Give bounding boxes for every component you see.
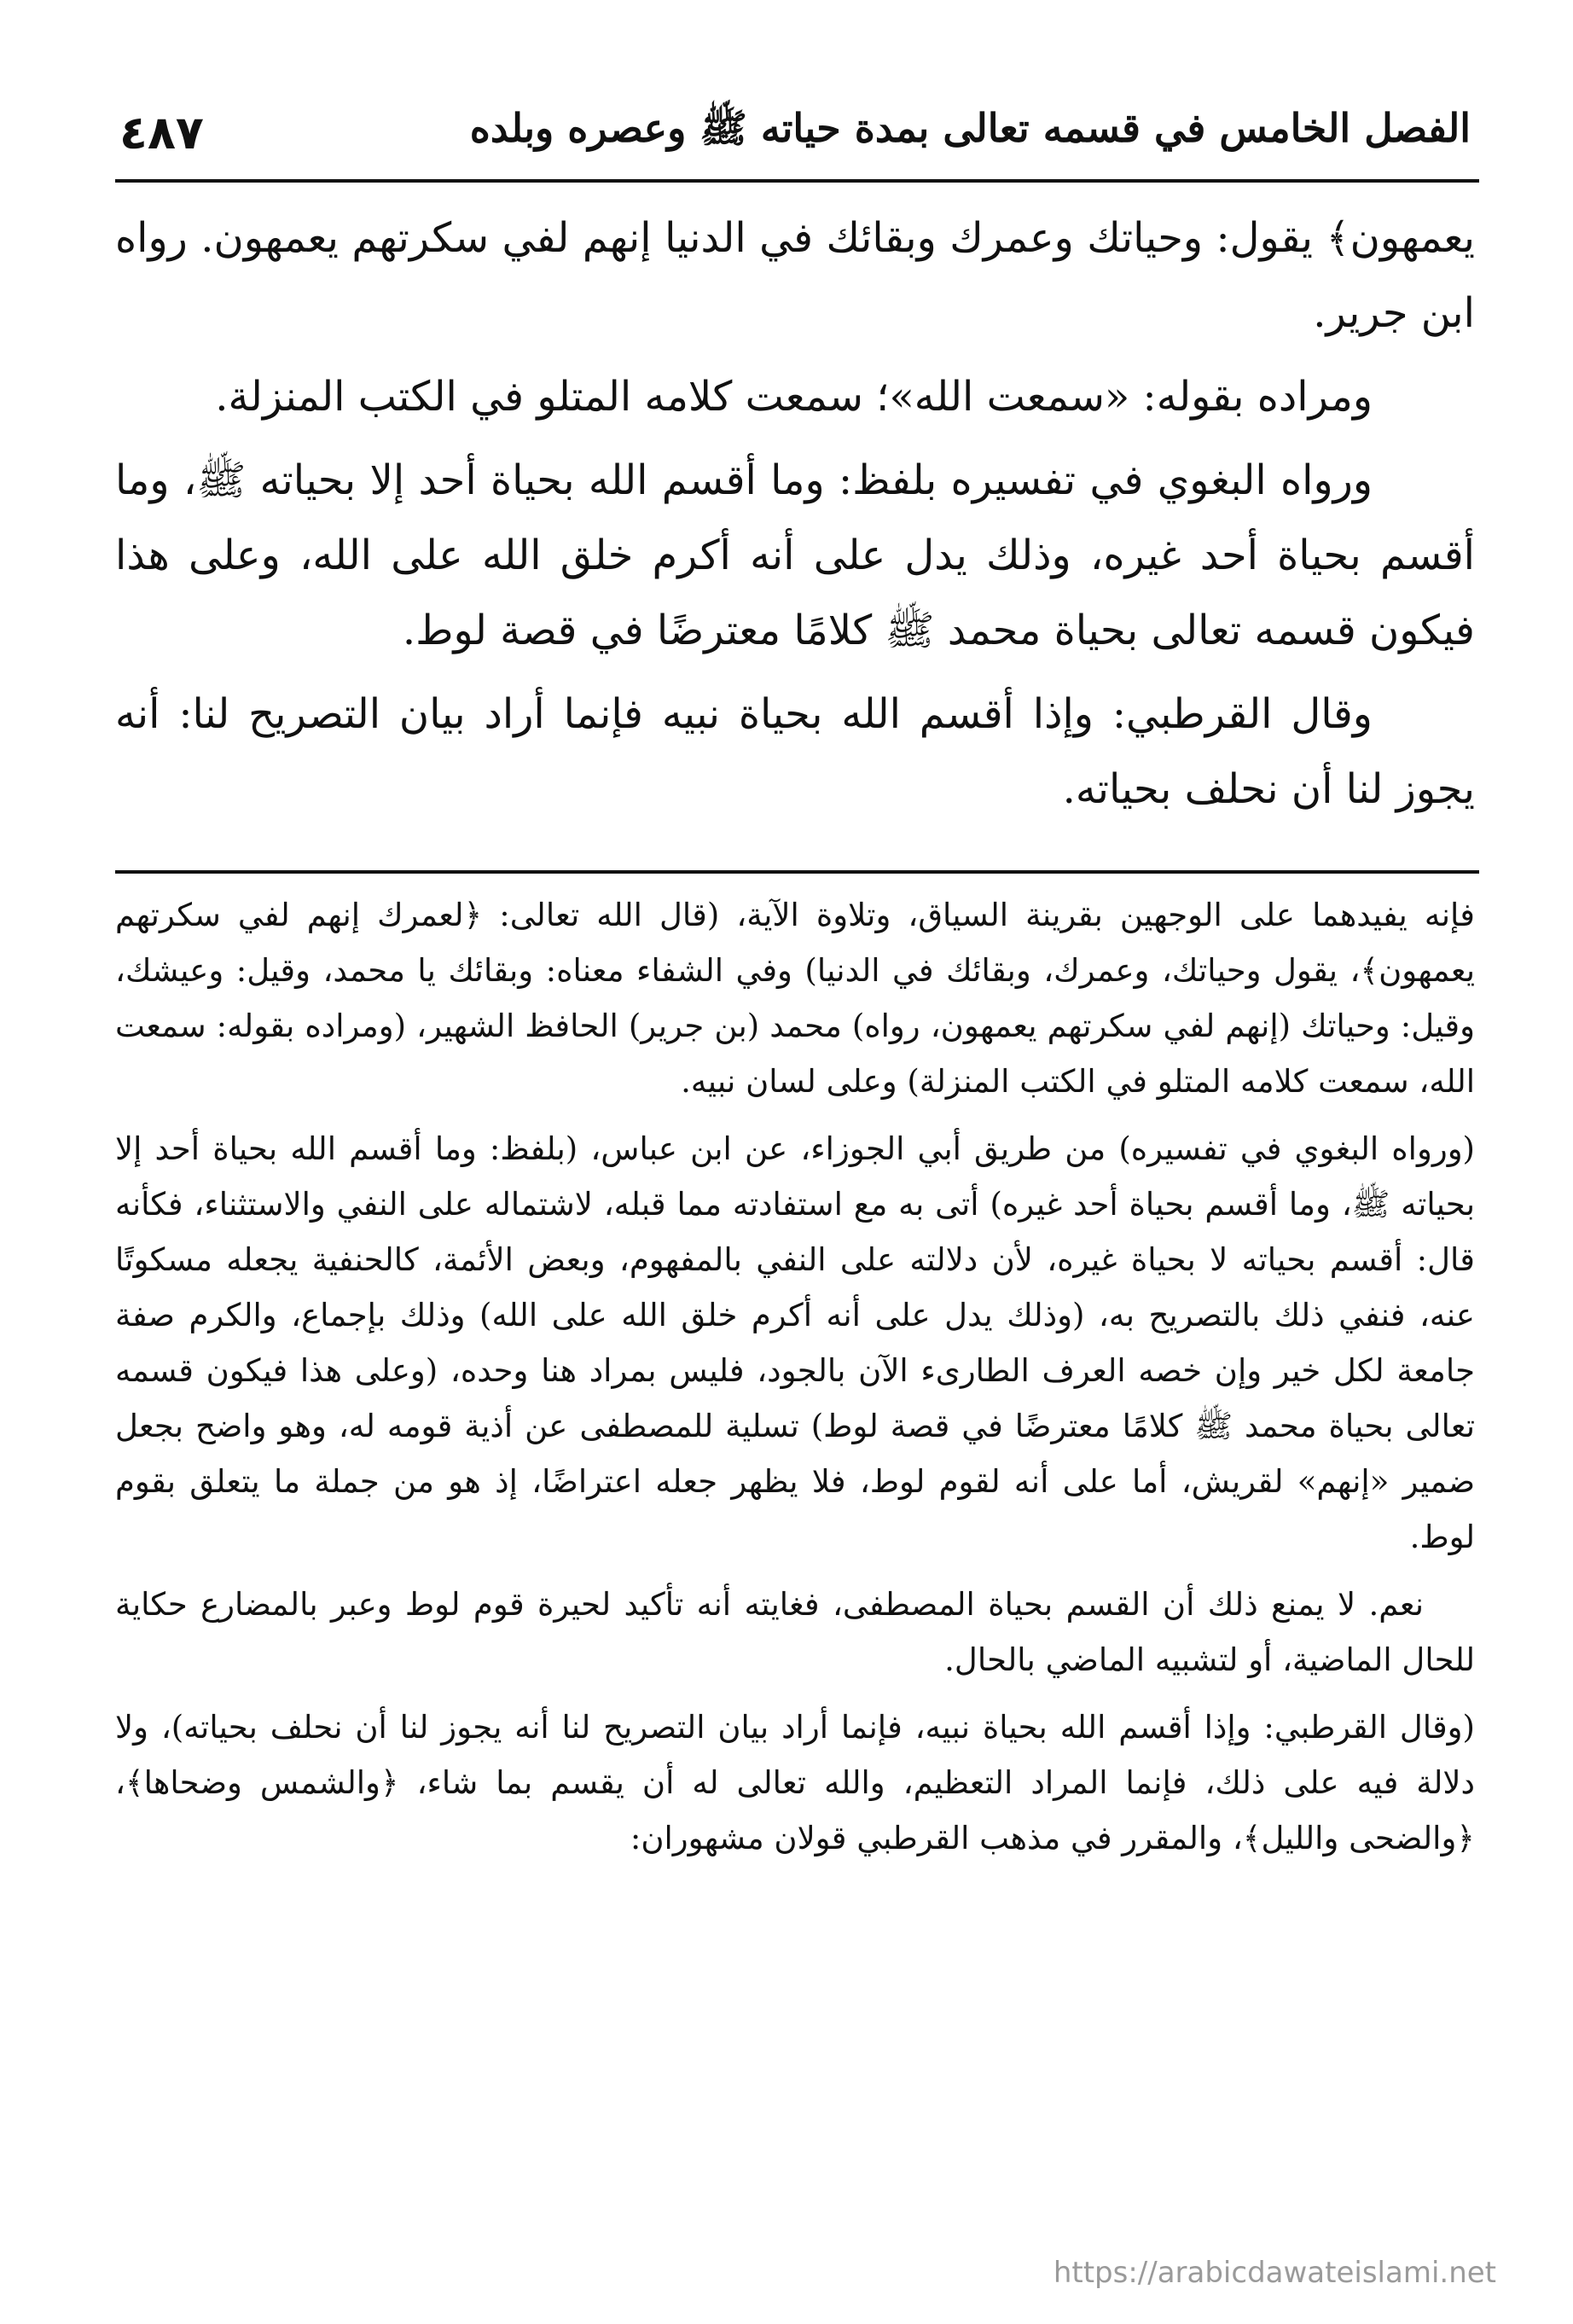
- main-paragraph-3: ورواه البغوي في تفسيره بلفظ: وما أقسم الله بحياة أحد إلا بحياته ﷺ، وما أقسم بحياة أحد غيره، وذلك يدل على أنه أكرم خلق الله على الله، وعلى هذا فيكون قسمه تعالى بحياة محمد ﷺ كلامًا معترضًا في قصة لوط.: [115, 456, 1475, 654]
- main-text: [115, 200, 1475, 835]
- commentary-paragraph-1: فإنه يفيدهما على الوجهين بقرينة السياق، وتلاوة الآية، (قال الله تعالى: ﴿لعمرك إنهم لفي سكرتهم يعمهون﴾، يقول وحياتك، وعمرك، وبقائك في الدنيا) وفي الشفاء معناه: وبقائك يا محمد، وقيل: وعيشك، وقيل: وحياتك (إنهم لفي سكرتهم يعمهون، رواه) محمد (بن جرير) الحافظ الشهير، (ومراده بقوله: سمعت الله، سمعت كلامه المتلو في الكتب المنزلة) وعلى لسان نبيه.: [115, 897, 1475, 1100]
- main-paragraph-1: يعمهون﴾ يقول: وحياتك وعمرك وبقائك في الدنيا إنهم لفي سكرتهم يعمهون. رواه ابن جرير.: [115, 214, 1475, 337]
- page-number: ٤٨٧: [119, 105, 204, 160]
- commentary-paragraph-2: (ورواه البغوي في تفسيره) من طريق أبي الجوزاء، عن ابن عباس، (بلفظ: وما أقسم الله بحياة أحد إلا بحياته ﷺ، وما أقسم بحياة أحد غيره) أتى به مع استفادته مما قبله، لاشتماله على النفي والاستثناء، فكأنه قال: أقسم بحياته لا بحياة غيره، لأن دلالته على النفي بالمفهوم، وبعض الأئمة، كالحنفية يجعله مسكوتًا عنه، فنفي ذلك بالتصريح به، (وذلك يدل على أنه أكرم خلق الله على الله) وذلك بإجماع، والكرم صفة جامعة لكل خير وإن خصه العرف الطارىء الآن بالجود، فليس بمراد هنا وحده، (وعلى هذا فيكون قسمه تعالى بحياة محمد ﷺ كلامًا معترضًا في قصة لوط) تسلية للمصطفى عن أذية قومه له، وهو واضح بجعل ضمير «إنهم» لقريش، أما على أنه لقوم لوط، فلا يظهر جعله اعتراضًا، إذ هو من جملة ما يتعلق بقوم لوط.: [115, 1130, 1475, 1555]
- header-divider: [115, 179, 1479, 183]
- running-title: الفصل الخامس في قسمه تعالى بمدة حياته ﷺ وعصره وبلده: [469, 104, 1471, 151]
- commentary-text: [115, 887, 1475, 1878]
- watermark-url: https://arabicdawateislami.net: [1053, 2256, 1496, 2290]
- main-paragraph-2: ومراده بقوله: «سمعت الله»؛ سمعت كلامه المتلو في الكتب المنزلة.: [215, 373, 1373, 421]
- commentary-paragraph-4: (وقال القرطبي: وإذا أقسم الله بحياة نبيه، فإنما أراد بيان التصريح لنا أنه يجوز لنا أن نحلف بحياته)، ولا دلالة فيه على ذلك، فإنما المراد التعظيم، والله تعالى له أن يقسم بما شاء، ﴿والشمس وضحاها﴾، ﴿والضحى والليل﴾، والمقرر في مذهب القرطبي قولان مشهوران:: [115, 1709, 1475, 1856]
- main-paragraph-4: وقال القرطبي: وإذا أقسم الله بحياة نبيه فإنما أراد بيان التصريح لنا: أنه يجوز لنا أن نحلف بحياته.: [115, 690, 1475, 813]
- commentary-divider: [115, 870, 1479, 874]
- commentary-paragraph-3: نعم. لا يمنع ذلك أن القسم بحياة المصطفى، فغايته أنه تأكيد لحيرة قوم لوط وعبر بالمضارع حكاية للحال الماضية، أو لتشبيه الماضي بالحال.: [115, 1586, 1475, 1678]
- page-header: [119, 94, 1471, 171]
